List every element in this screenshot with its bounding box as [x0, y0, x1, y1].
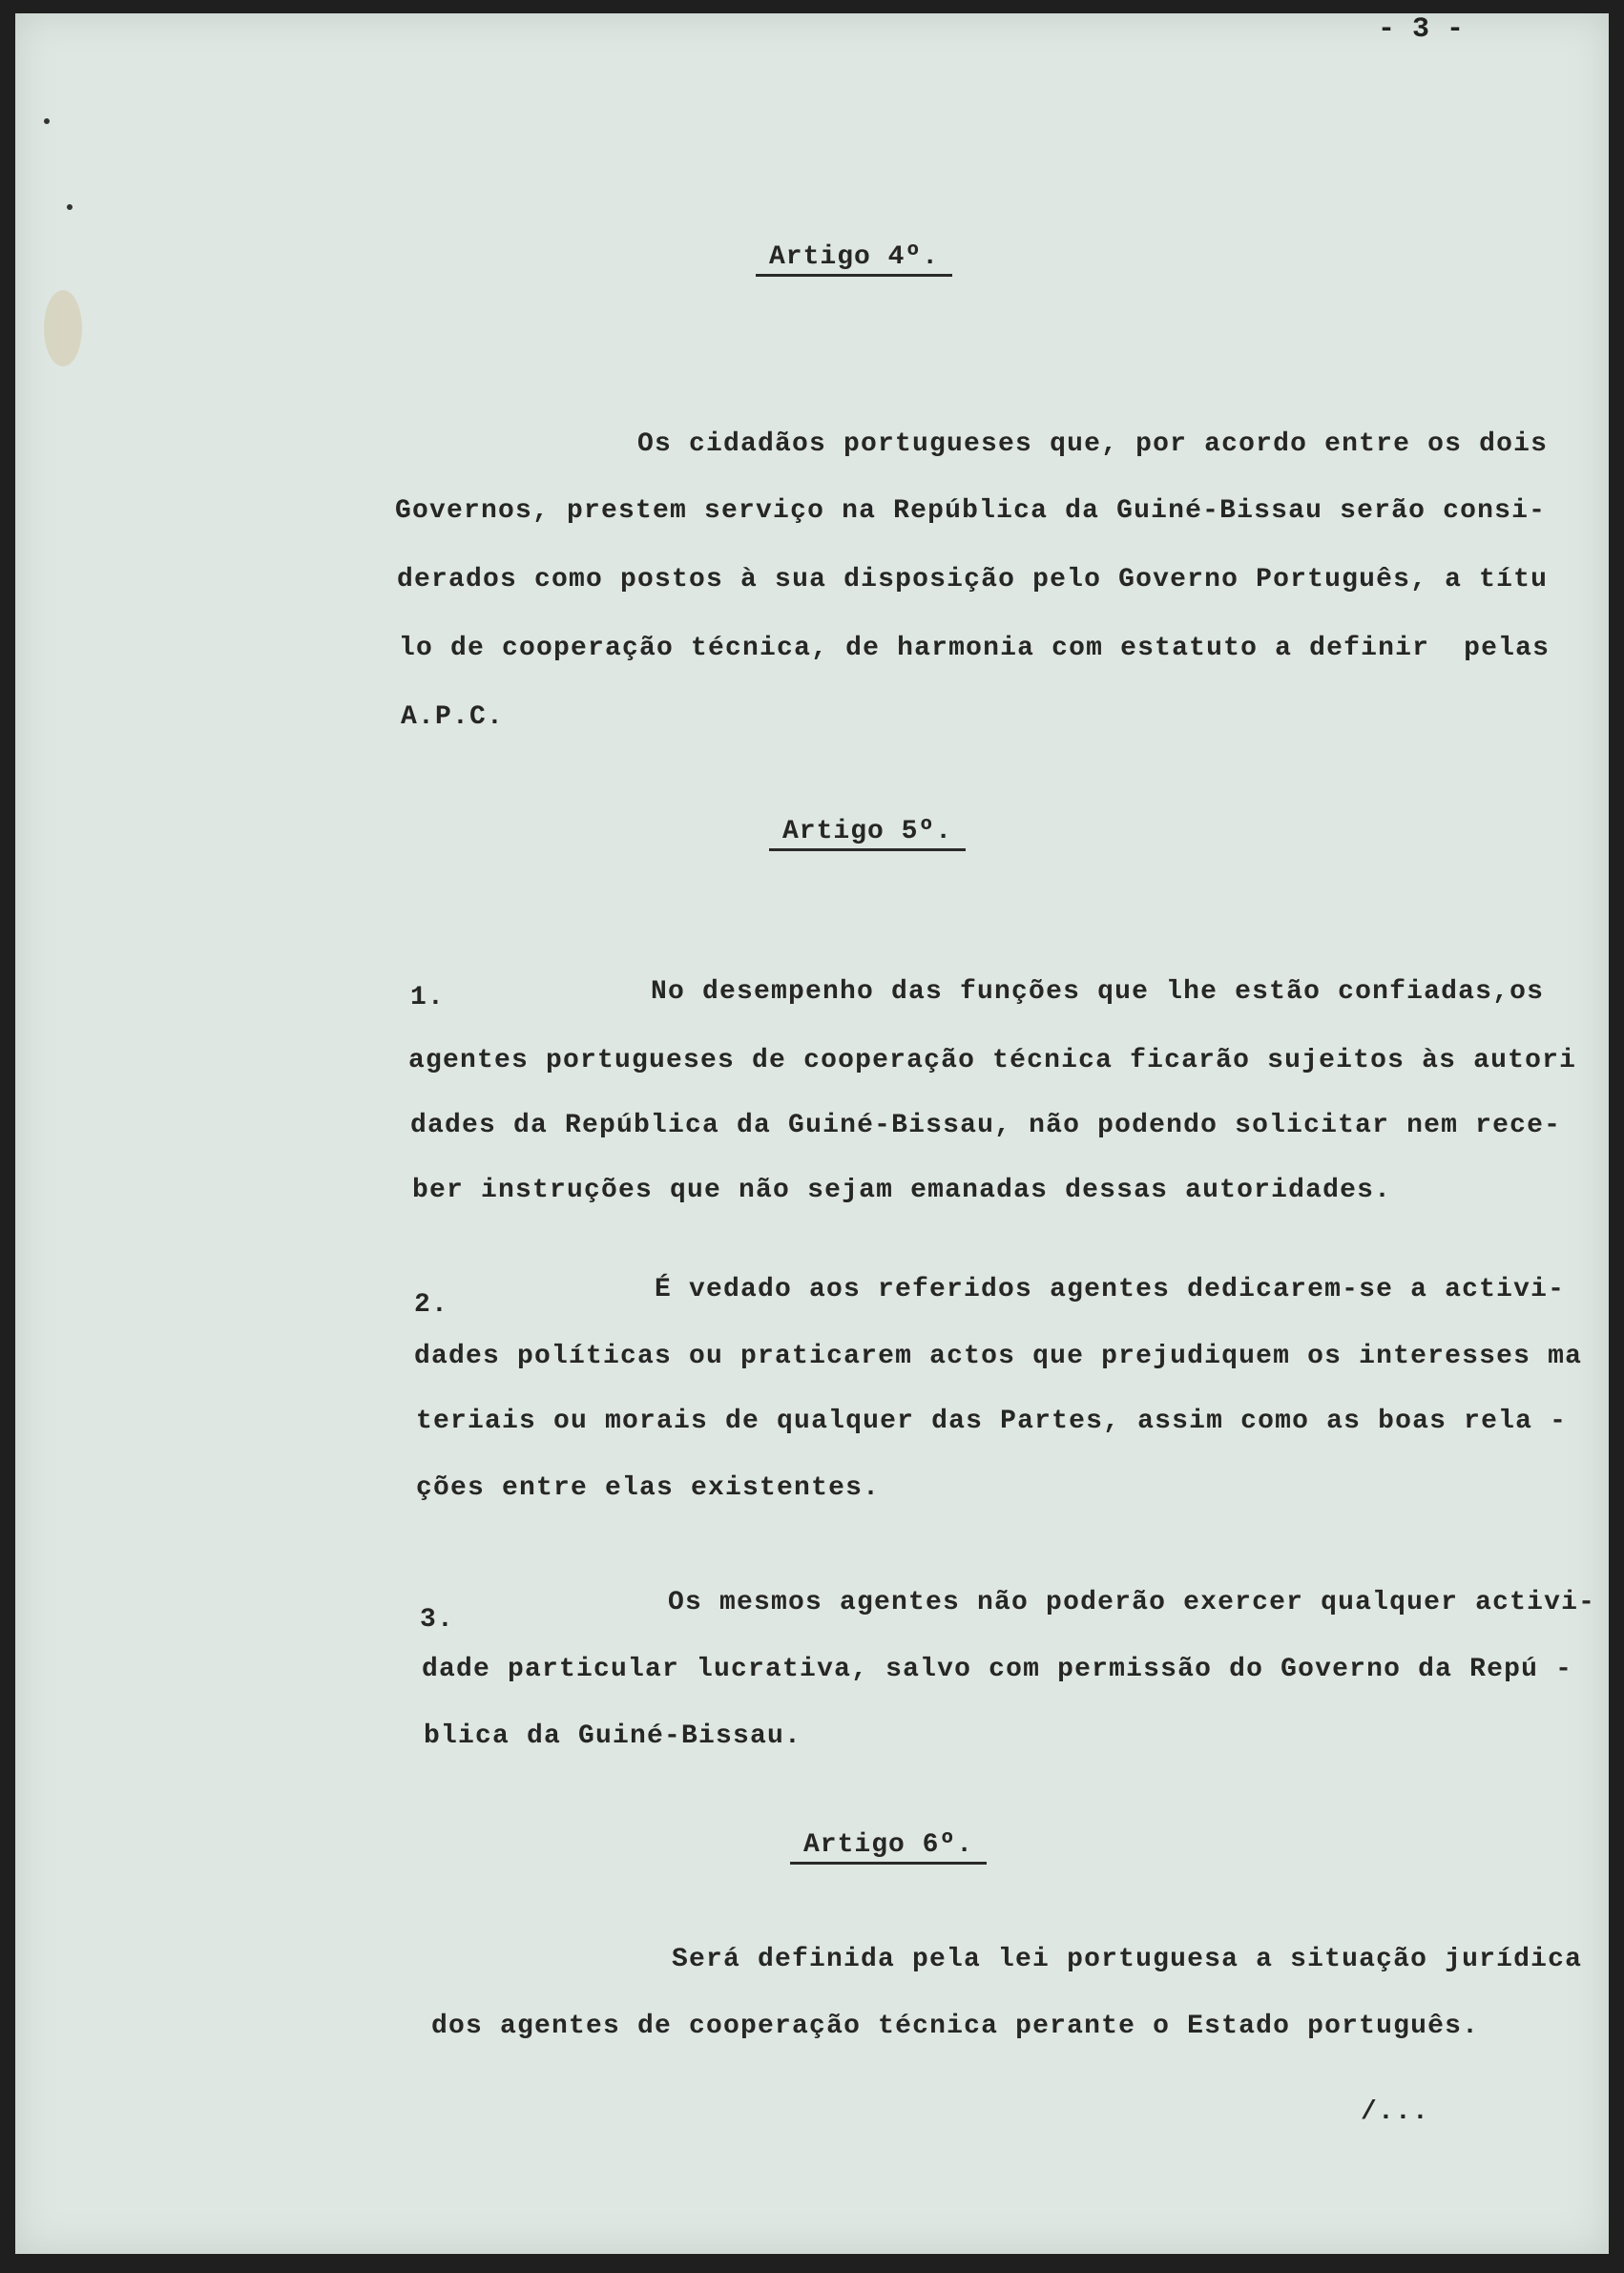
- margin-mark: [67, 204, 73, 210]
- art5-p2-line-1: É vedado aos referidos agentes dedicarem-se a activi-: [655, 1275, 1566, 1304]
- margin-mark: [44, 118, 50, 124]
- article-6-heading: Artigo 6º.: [790, 1830, 987, 1865]
- article-5-heading: Artigo 5º.: [769, 817, 966, 851]
- art5-p2-number: 2.: [414, 1290, 449, 1320]
- article-4-heading: Artigo 4º.: [756, 242, 952, 277]
- art6-line-2: dos agentes de cooperação técnica perante o Estado português.: [431, 2012, 1480, 2041]
- art5-p2-line-3: teriais ou morais de qualquer das Partes, assim como as boas rela -: [416, 1407, 1568, 1436]
- paper-stain: [44, 290, 82, 366]
- art4-line-4: lo de cooperação técnica, de harmonia com estatuto a definir pelas: [399, 634, 1551, 663]
- art5-p1-number: 1.: [410, 983, 446, 1012]
- document-page: [15, 13, 1609, 2254]
- art5-p3-number: 3.: [420, 1605, 455, 1635]
- art5-p1-line-2: agentes portugueses de cooperação técnica ficarão sujeitos às autori: [408, 1046, 1577, 1075]
- art5-p3-line-1: Os mesmos agentes não poderão exercer qualquer activi-: [668, 1588, 1596, 1617]
- art6-line-1: Será definida pela lei portuguesa a situação jurídica: [672, 1945, 1583, 1974]
- art4-line-2: Governos, prestem serviço na República da Guiné-Bissau serão consi-: [395, 496, 1547, 526]
- continuation-mark: /...: [1361, 2097, 1430, 2127]
- art5-p3-line-3: blica da Guiné-Bissau.: [424, 1721, 802, 1751]
- art4-line-5: A.P.C.: [401, 702, 505, 732]
- art5-p1-line-3: dades da República da Guiné-Bissau, não podendo solicitar nem rece-: [410, 1111, 1562, 1140]
- page-number: - 3 -: [1378, 13, 1465, 46]
- art5-p2-line-2: dades políticas ou praticarem actos que prejudiquem os interesses ma: [414, 1342, 1583, 1371]
- art5-p2-line-4: ções entre elas existentes.: [416, 1473, 881, 1503]
- art4-line-3: derados como postos à sua disposição pelo Governo Português, a títu: [397, 565, 1549, 594]
- art5-p1-line-4: ber instruções que não sejam emanadas dessas autoridades.: [412, 1176, 1392, 1205]
- art5-p3-line-2: dade particular lucrativa, salvo com permissão do Governo da Repú -: [422, 1655, 1573, 1684]
- art4-line-1: Os cidadãos portugueses que, por acordo entre os dois: [637, 429, 1549, 459]
- art5-p1-line-1: No desempenho das funções que lhe estão confiadas,os: [651, 977, 1545, 1007]
